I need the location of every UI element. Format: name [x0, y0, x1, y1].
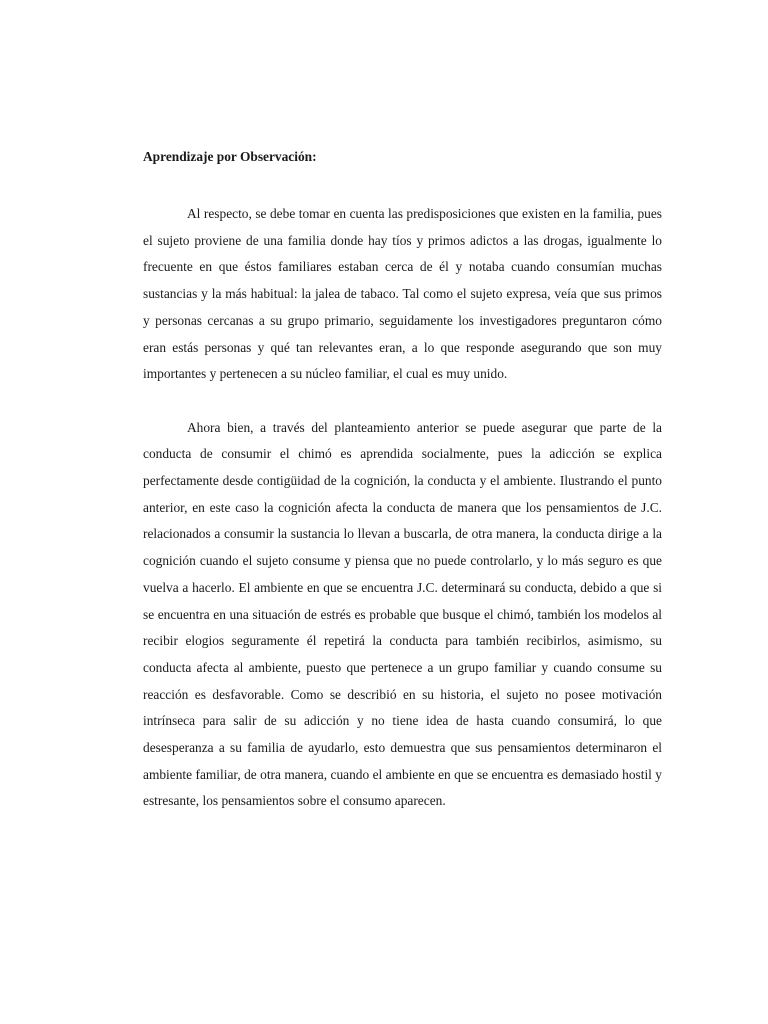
- section-heading: Aprendizaje por Observación:: [143, 149, 317, 164]
- document-body: [143, 149, 662, 815]
- paragraph-2: Ahora bien, a través del planteamiento anterior se puede asegurar que parte de la conducta de consumir el chimó es aprendida socialmente, pues la adicción se explica perfectamente desde contigüidad de la cognición, la conducta y el ambiente. Ilustrando el punto anterior, en este caso la cognición afecta la conducta de manera que los pensamientos de J.C. relacionados a consumir la sustancia lo llevan a buscarla, de otra manera, la conducta dirige a la cognición cuando el sujeto consume y piensa que no puede controlarlo, y lo más seguro es que vuelva a hacerlo. El ambiente en que se encuentra J.C. determinará su conducta, debido a que si se encuentra en una situación de estrés es probable que busque el chimó, también los modelos al recibir elogios seguramente él repetirá la conducta para también recibirlos, asimismo, su conducta afecta al ambiente, puesto que pertenece a un grupo familiar y cuando consume su reacción es desfavorable. Como se describió en su historia, el sujeto no posee motivación intrínseca para salir de su adicción y no tiene idea de hasta cuando consumirá, lo que desesperanza a su familia de ayudarlo, esto demuestra que sus pensamientos determinaron el ambiente familiar, de otra manera, cuando el ambiente en que se encuentra es demasiado hostil y estresante, los pensamientos sobre el consumo aparecen.: [143, 419, 662, 809]
- paragraph-1: Al respecto, se debe tomar en cuenta las predisposiciones que existen en la familia, pues el sujeto proviene de una familia donde hay tíos y primos adictos a las drogas, igualmente lo frecuente en que éstos familiares estaban cerca de él y notaba cuando consumían muchas sustancias y la más habitual: la jalea de tabaco. Tal como el sujeto expresa, veía que sus primos y personas cercanas a su grupo primario, seguidamente los investigadores preguntaron cómo eran estás personas y qué tan relevantes eran, a lo que responde asegurando que son muy importantes y pertenecen a su núcleo familiar, el cual es muy unido.: [143, 206, 662, 382]
